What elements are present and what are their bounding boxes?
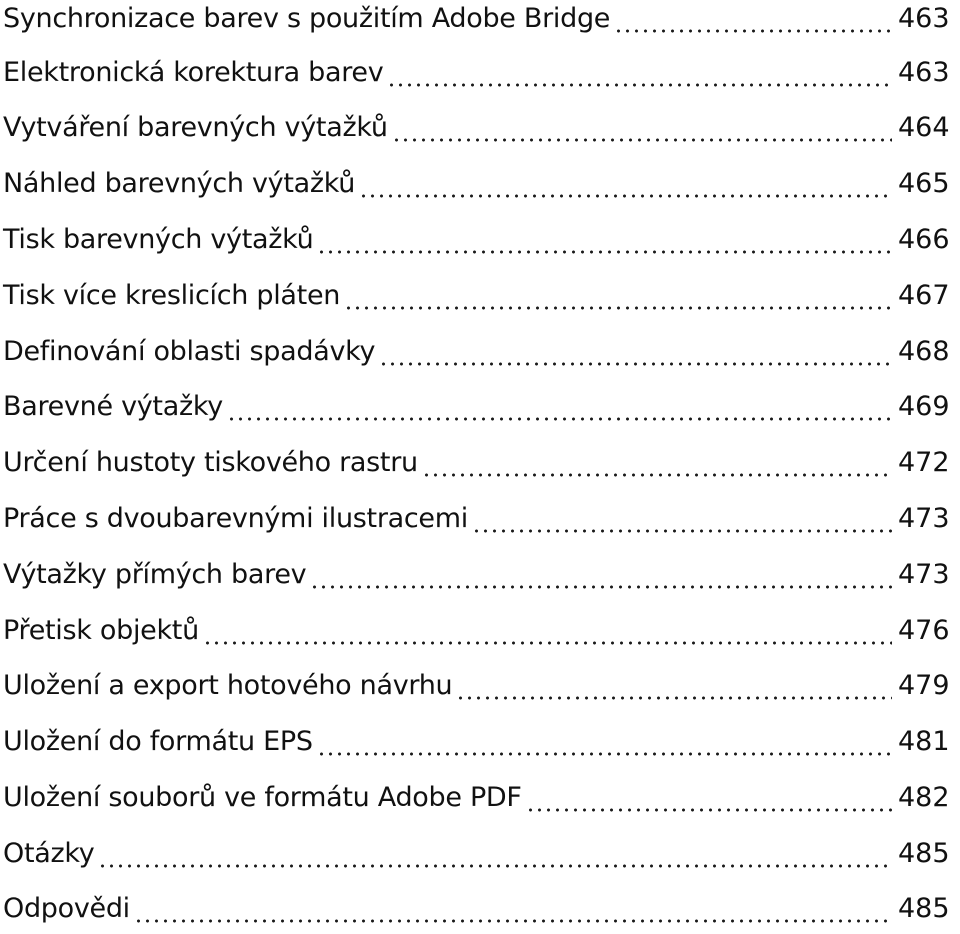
toc-entry [0,103,960,153]
toc-entry [0,215,960,265]
toc-entry-page: 465 [898,168,950,199]
dot-leader [98,836,892,872]
toc-entry-page: 473 [898,503,950,534]
toc-entry-page: 479 [898,670,950,701]
toc-entry-page: 463 [898,57,950,88]
toc-entry-page: 467 [898,280,950,311]
toc-entry-title: Otázky [3,838,95,869]
toc-entry-title: Výtažky přímých barev [3,559,307,590]
dot-leader [203,613,892,649]
toc-entry [0,382,960,432]
toc-entry-title: Určení hustoty tiskového rastru [3,447,418,478]
dot-leader [359,166,892,202]
toc-entry [0,0,960,44]
toc-entry-title: Elektronická korektura barev [3,57,384,88]
toc-entry-title: Tisk více kreslicích pláten [3,280,341,311]
toc-entry [0,494,960,544]
toc-entry-title: Uložení do formátu EPS [3,726,313,757]
dot-leader [392,110,892,146]
toc-entry [0,159,960,209]
toc-entry-page: 473 [898,559,950,590]
toc-entry-page: 468 [898,336,950,367]
dot-leader [614,1,892,37]
toc-entry-title: Vytváření barevných výtažků [3,112,388,143]
toc-entry-page: 466 [898,224,950,255]
toc-entry [0,829,960,879]
toc-entry-title: Uložení souborů ve formátu Adobe PDF [3,782,522,813]
dot-leader [227,389,892,425]
toc-entry-title: Uložení a export hotového návrhu [3,670,453,701]
toc-entry [0,884,960,934]
dot-leader [456,668,892,704]
toc-entry-page: 482 [898,782,950,813]
toc-entry-page: 463 [898,3,950,34]
toc-entry-title: Práce s dvoubarevnými ilustracemi [3,503,468,534]
dot-leader [472,501,892,537]
toc-entry-title: Náhled barevných výtažků [3,168,356,199]
dot-leader [317,222,892,258]
toc-entry-title: Odpovědi [3,893,130,924]
toc-entry-page: 485 [898,893,950,924]
toc-entry-page: 481 [898,726,950,757]
toc-entry-title: Definování oblasti spadávky [3,336,376,367]
toc-entry [0,773,960,823]
dot-leader [379,334,892,370]
toc-entry-page: 469 [898,391,950,422]
dot-leader [387,55,892,91]
dot-leader [422,445,892,481]
toc-entry-page: 464 [898,112,950,143]
toc-entry-title: Tisk barevných výtažků [3,224,314,255]
dot-leader [310,557,892,593]
dot-leader [526,780,892,816]
toc-entry [0,48,960,98]
toc-entry-page: 485 [898,838,950,869]
toc-entry [0,327,960,377]
dot-leader [344,278,892,314]
toc-entry [0,661,960,711]
toc-entry [0,606,960,656]
toc-entry-title: Synchronizace barev s použitím Adobe Bridge [3,3,611,34]
toc-entry-title: Přetisk objektů [3,615,199,646]
dot-leader [134,891,892,927]
toc-entry-page: 472 [898,447,950,478]
toc-entry [0,271,960,321]
toc-entry-title: Barevné výtažky [3,391,223,422]
dot-leader [317,724,892,760]
toc-entry [0,717,960,767]
toc-entry [0,438,960,488]
toc-entry-page: 476 [898,615,950,646]
toc-entry [0,550,960,600]
